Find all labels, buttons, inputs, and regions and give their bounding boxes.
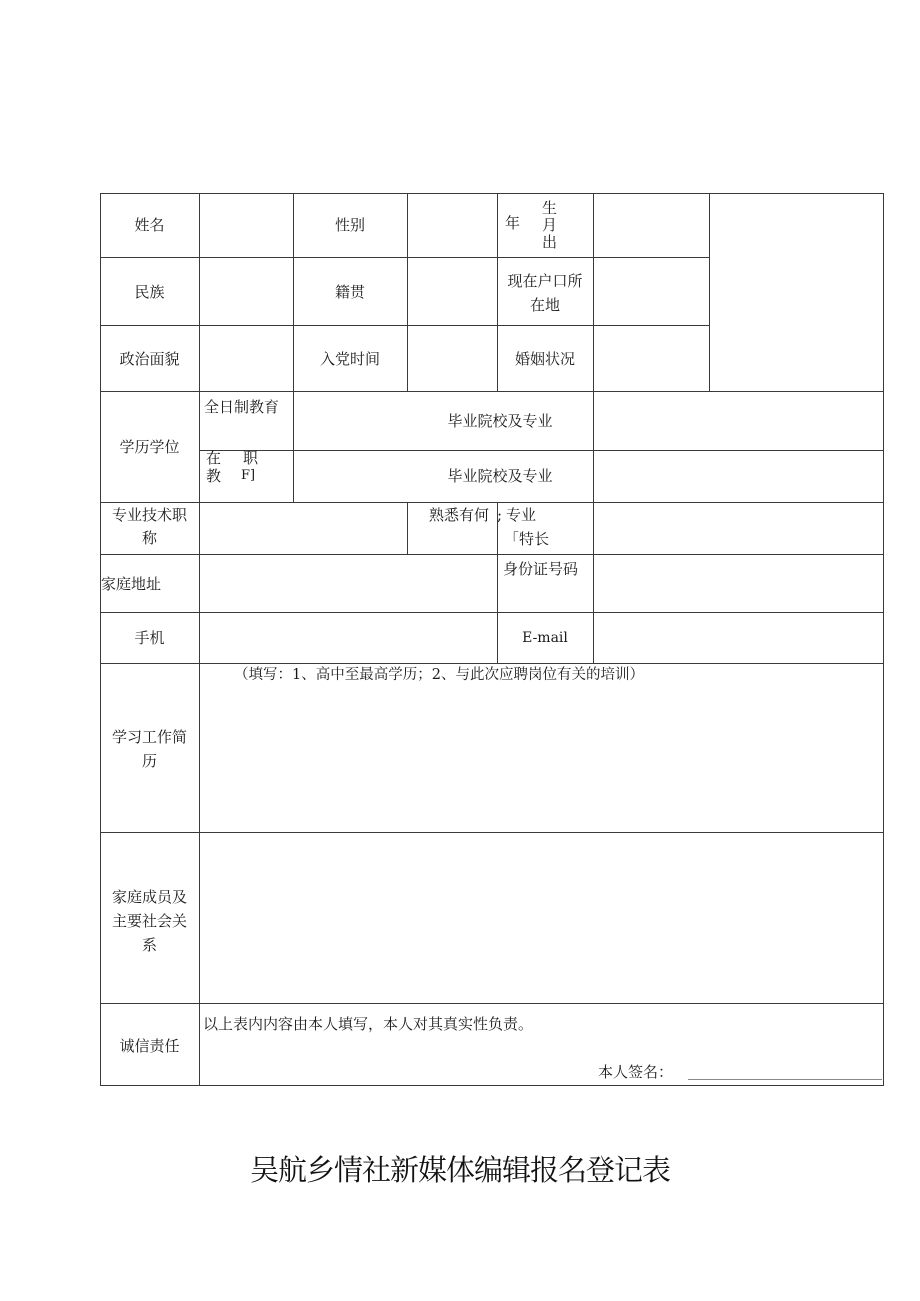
label-birth-yue: 月 xyxy=(542,216,558,234)
row-line xyxy=(199,450,884,451)
label-party-join-time: 入党时间 xyxy=(319,350,380,368)
label-resume-line2: 历 xyxy=(141,752,157,770)
col-line xyxy=(593,391,594,554)
col-line xyxy=(709,193,710,391)
col-line xyxy=(293,391,294,502)
row-line xyxy=(100,554,884,555)
label-familiar-line2: 「特长 xyxy=(504,530,550,548)
label-family-line3: 系 xyxy=(141,936,157,954)
col-line xyxy=(593,193,594,391)
label-home-address: 家庭地址 xyxy=(101,575,162,593)
row-line xyxy=(497,257,710,258)
label-graduated-school-major-1: 毕业院校及专业 xyxy=(447,412,553,430)
signature-line[interactable] xyxy=(688,1079,882,1080)
row-line xyxy=(100,832,884,833)
label-id-number: 身份证号码 xyxy=(503,560,579,578)
label-birth-nian: 年 xyxy=(505,214,521,232)
label-mobile: 手机 xyxy=(134,629,165,647)
label-hukou-line1: 现在户口所 xyxy=(507,272,583,290)
row-line xyxy=(100,502,884,503)
label-familiar-mark: ; xyxy=(497,506,503,524)
label-name: 姓名 xyxy=(134,216,165,234)
label-gender: 性别 xyxy=(334,216,365,234)
table-border-right xyxy=(883,193,884,1086)
integrity-statement: 以上表内内容由本人填写，本人对其真实性负责。 xyxy=(203,1015,534,1033)
resume-hint: （填写：1、高中至最高学历；2、与此次应聘岗位有关的培训） xyxy=(234,667,644,683)
label-hukou-line2: 在地 xyxy=(529,296,560,314)
label-education-degree: 学历学位 xyxy=(119,438,180,456)
label-family-line1: 家庭成员及 xyxy=(111,888,187,906)
row-line xyxy=(100,612,884,613)
table-border-bottom xyxy=(100,1085,884,1086)
row-line xyxy=(100,257,497,258)
label-graduated-school-major-2: 毕业院校及专业 xyxy=(447,467,553,485)
col-line xyxy=(407,502,408,554)
col-line xyxy=(407,193,408,391)
label-marital-status: 婚姻状况 xyxy=(514,350,575,368)
label-inservice-zai: 在 xyxy=(206,449,222,467)
label-fulltime-education: 全日制教育 xyxy=(204,398,280,416)
row-line xyxy=(100,325,710,326)
label-tech-title-line1: 专业技术职 xyxy=(111,506,187,524)
label-inservice-zhi: 职 xyxy=(243,449,259,467)
label-family-line2: 主要社会关 xyxy=(111,912,187,930)
label-tech-title-line2: 称 xyxy=(141,529,157,547)
label-familiar-line1: 熟悉有何 xyxy=(429,506,490,524)
label-email: E-mail xyxy=(522,630,568,646)
label-inservice-yu: F] xyxy=(241,468,256,483)
col-line xyxy=(593,554,594,663)
label-resume-line1: 学习工作简 xyxy=(111,728,187,746)
label-native-place: 籍贯 xyxy=(334,283,365,301)
label-ethnicity: 民族 xyxy=(134,283,165,301)
row-line xyxy=(100,391,884,392)
label-birth-sheng: 生 xyxy=(542,199,558,217)
registration-form-table xyxy=(100,193,884,1086)
label-political-status: 政治面貌 xyxy=(119,350,180,368)
label-inservice-jiao: 教 xyxy=(206,467,222,485)
label-signature: 本人签名： xyxy=(598,1063,674,1081)
table-border-top xyxy=(100,193,884,194)
row-line xyxy=(100,1003,884,1004)
label-birth-chu: 出 xyxy=(542,233,558,251)
col-line xyxy=(199,193,200,1086)
document-title: 吴航乡情社新媒体编辑报名登记表 xyxy=(249,1153,670,1187)
label-familiar-zhuanye: 专业 xyxy=(506,506,537,524)
label-integrity: 诚信责任 xyxy=(119,1037,180,1055)
